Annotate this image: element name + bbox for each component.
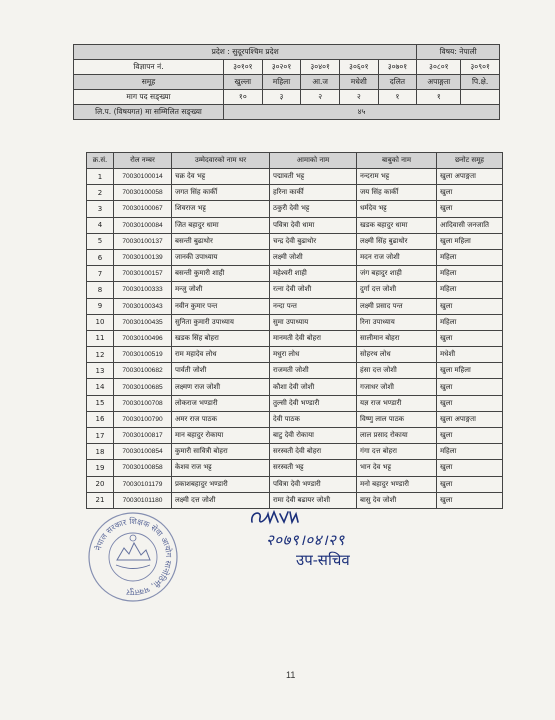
father-name-cell: जय सिंह कार्की (357, 185, 437, 201)
group-cell: अपाङ्गता (417, 75, 461, 90)
father-name-cell: सोहरथ लोध (357, 347, 437, 363)
roll-number-cell: 70030100708 (114, 395, 172, 411)
table-row (87, 363, 503, 379)
serial-cell: 19 (87, 460, 114, 476)
candidate-name-cell: लोकराज भण्डारी (172, 395, 270, 411)
summary-table (73, 44, 500, 120)
serial-cell: 17 (87, 428, 114, 444)
ad-number-cell: ३०४०१ (301, 60, 340, 75)
serial-cell: 18 (87, 444, 114, 460)
ad-number-label: विज्ञापन नं. (74, 60, 224, 75)
roll-number-cell: 70030100157 (114, 266, 172, 282)
father-name-cell: जंग बहादुर शाही (357, 266, 437, 282)
table-row (87, 379, 503, 395)
selection-group-cell: महिला (437, 266, 503, 282)
mother-name-cell: सुमा उपाध्याय (270, 314, 357, 330)
demand-cell: १ (378, 90, 417, 105)
mother-name-cell: मानमती देवी बोहरा (270, 330, 357, 346)
father-name-cell: विष्णु लाल पाठक (357, 411, 437, 427)
selection-group-cell: महिला (437, 282, 503, 298)
table-row (87, 185, 503, 201)
ad-number-cell: ३०१०१ (224, 60, 263, 75)
col-header-candidate-name: उम्मेदवारको नाम थर (172, 153, 270, 169)
serial-cell: 2 (87, 185, 114, 201)
col-header-father-name: बाबुको नाम (357, 153, 437, 169)
total-row (74, 105, 500, 120)
candidate-name-cell: लक्ष्मण राज जोशी (172, 379, 270, 395)
mother-name-cell: मधुरा लोध (270, 347, 357, 363)
signature-scribble-icon (248, 506, 308, 532)
table-row (87, 282, 503, 298)
ad-number-cell: ३०२०१ (262, 60, 301, 75)
table-row (87, 411, 503, 427)
father-name-cell: भान देव भट्ट (357, 460, 437, 476)
table-row (87, 249, 503, 265)
candidate-table-body (87, 169, 503, 509)
candidate-name-cell: चक्र देव भट्ट (172, 169, 270, 185)
table-row (87, 395, 503, 411)
serial-cell: 5 (87, 233, 114, 249)
signature-date: २०७९।०४।२९ (266, 531, 345, 549)
demand-cell (461, 90, 500, 105)
selection-group-cell: खुला अपाङ्गता (437, 411, 503, 427)
subject-label: विषय: नेपाली (417, 45, 500, 60)
ad-number-cell: ३०९०१ (461, 60, 500, 75)
roll-number-cell: 70030100496 (114, 330, 172, 346)
serial-cell: 9 (87, 298, 114, 314)
table-row (87, 314, 503, 330)
table-row (87, 428, 503, 444)
selection-group-cell: खुला महिला (437, 363, 503, 379)
roll-number-cell: 70030100014 (114, 169, 172, 185)
selection-group-cell: खुला (437, 298, 503, 314)
father-name-cell: लाल प्रसाद रोकाया (357, 428, 437, 444)
roll-number-cell: 70030100084 (114, 217, 172, 233)
father-name-cell: दुर्गा दत्त जोशी (357, 282, 437, 298)
father-name-cell: लक्ष्मी सिंह बुढाथोर (357, 233, 437, 249)
table-row (87, 201, 503, 217)
candidate-name-cell: लक्ष्मी दत्त जोशी (172, 492, 270, 508)
demand-cell: ३ (262, 90, 301, 105)
candidate-name-cell: राम महादेव लोध (172, 347, 270, 363)
serial-cell: 12 (87, 347, 114, 363)
candidate-name-cell: पार्वती जोशी (172, 363, 270, 379)
selection-group-cell: खुला महिला (437, 233, 503, 249)
roll-number-cell: 70030100685 (114, 379, 172, 395)
serial-cell: 13 (87, 363, 114, 379)
roll-number-cell: 70030100333 (114, 282, 172, 298)
mother-name-cell: पवित्रा देवी धामा (270, 217, 357, 233)
roll-number-cell: 70030100858 (114, 460, 172, 476)
group-cell: दलित (378, 75, 417, 90)
candidate-name-cell: नवीन कुमार पन्त (172, 298, 270, 314)
mother-name-cell: महेश्वरी शाही (270, 266, 357, 282)
table-row (87, 330, 503, 346)
serial-cell: 3 (87, 201, 114, 217)
candidate-name-cell: शिवराज भट्ट (172, 201, 270, 217)
candidate-name-cell: केशव राज भट्ट (172, 460, 270, 476)
seal-emblem-icon (86, 510, 180, 604)
demand-cell: २ (339, 90, 378, 105)
roll-number-cell: 70030100519 (114, 347, 172, 363)
demand-cell: १ (417, 90, 461, 105)
table-row (87, 298, 503, 314)
mother-name-cell: देवी पाठक (270, 411, 357, 427)
father-name-cell: लक्ष्मी प्रसाद पन्त (357, 298, 437, 314)
demand-cell: १० (224, 90, 263, 105)
group-cell: पि.क्षे. (461, 75, 500, 90)
father-name-cell: मदन राज जोशी (357, 249, 437, 265)
father-name-cell: रिना उपाध्याय (357, 314, 437, 330)
candidate-table-header (87, 153, 503, 169)
father-name-cell: मनो बहादुर भण्डारी (357, 476, 437, 492)
roll-number-cell: 70030100058 (114, 185, 172, 201)
candidate-name-cell: कुमारी सावित्री बोहरा (172, 444, 270, 460)
selection-group-cell: खुला (437, 395, 503, 411)
ad-number-cell: ३०७०१ (378, 60, 417, 75)
serial-cell: 14 (87, 379, 114, 395)
table-row (87, 217, 503, 233)
svg-text:नेपाल सरकार शिक्षक सेवा आयोग स (93, 516, 174, 597)
father-name-cell: यज्ञ राज भण्डारी (357, 395, 437, 411)
mother-name-cell: पद्मावती भट्ट (270, 169, 357, 185)
province-label: प्रदेश : सुदूरपश्चिम प्रदेश (74, 45, 417, 60)
selection-group-cell: खुला (437, 428, 503, 444)
candidate-name-cell: बसन्ती बुढाथोर (172, 233, 270, 249)
signature-block (248, 506, 408, 576)
selection-group-cell: मधेशी (437, 347, 503, 363)
serial-cell: 15 (87, 395, 114, 411)
total-value: ४५ (224, 105, 500, 120)
roll-number-cell: 70030100137 (114, 233, 172, 249)
mother-name-cell: बाटु देवी रोकाया (270, 428, 357, 444)
signature-title: उप-सचिव (296, 551, 350, 569)
ad-number-cell: ३०८०१ (417, 60, 461, 75)
roll-number-cell: 70030100139 (114, 249, 172, 265)
roll-number-cell: 70030100854 (114, 444, 172, 460)
father-name-cell: खडक बहादुर धामा (357, 217, 437, 233)
summary-header-row (74, 45, 500, 60)
group-cell: आ.ज (301, 75, 340, 90)
father-name-cell: धर्मदेव भट्ट (357, 201, 437, 217)
candidate-name-cell: खडक सिंह बोहरा (172, 330, 270, 346)
col-header-mother-name: आमाको नाम (270, 153, 357, 169)
demand-cell: २ (301, 90, 340, 105)
selection-group-cell: महिला (437, 444, 503, 460)
col-header-roll: रोल नम्बर (114, 153, 172, 169)
selection-group-cell: खुला (437, 185, 503, 201)
selection-group-cell: आदिवासी जनजाति (437, 217, 503, 233)
ad-number-cell: ३०६०१ (339, 60, 378, 75)
father-name-cell: नन्दराम भट्ट (357, 169, 437, 185)
serial-cell: 21 (87, 492, 114, 508)
roll-number-cell: 70030101180 (114, 492, 172, 508)
mother-name-cell: पवित्रा देवी भण्डारी (270, 476, 357, 492)
group-cell: महिला (262, 75, 301, 90)
father-name-cell: सालीमान बोहरा (357, 330, 437, 346)
serial-cell: 1 (87, 169, 114, 185)
selection-group-cell: खुला (437, 201, 503, 217)
table-row (87, 444, 503, 460)
demand-row (74, 90, 500, 105)
serial-cell: 16 (87, 411, 114, 427)
total-label: लि.प. (विषयगत) मा सम्मिलित सङ्ख्या (74, 105, 224, 120)
candidate-name-cell: जानकी उपाध्याय (172, 249, 270, 265)
mother-name-cell: हरिना कार्की (270, 185, 357, 201)
table-row (87, 347, 503, 363)
serial-cell: 10 (87, 314, 114, 330)
selection-group-cell: महिला (437, 314, 503, 330)
table-row (87, 266, 503, 282)
group-label: समूह (74, 75, 224, 90)
roll-number-cell: 70030100682 (114, 363, 172, 379)
selection-group-cell: महिला (437, 249, 503, 265)
roll-number-cell: 70030100817 (114, 428, 172, 444)
table-row (87, 233, 503, 249)
mother-name-cell: लक्ष्मी जोशी (270, 249, 357, 265)
mother-name-cell: ठकुरी देवी भट्ट (270, 201, 357, 217)
mother-name-cell: तुल्सी देवी भण्डारी (270, 395, 357, 411)
mother-name-cell: सरस्वती भट्ट (270, 460, 357, 476)
selection-group-cell: खुला (437, 476, 503, 492)
selection-group-cell: खुला (437, 330, 503, 346)
father-name-cell: बासु देव जोशी (357, 492, 437, 508)
group-cell: मधेशी (339, 75, 378, 90)
candidate-name-cell: जगत सिंह कार्की (172, 185, 270, 201)
col-header-selection-group: छनोट समूह (437, 153, 503, 169)
candidate-name-cell: अमर राज पाठक (172, 411, 270, 427)
roll-number-cell: 70030100790 (114, 411, 172, 427)
mother-name-cell: सरस्वती देवी बोहरा (270, 444, 357, 460)
ad-number-row (74, 60, 500, 75)
table-row (87, 476, 503, 492)
seal-text: नेपाल सरकार शिक्षक सेवा आयोग सानोठिमी, भक्तपुर (93, 516, 174, 598)
selection-group-cell: खुला (437, 379, 503, 395)
mother-name-cell: राजमती जोशी (270, 363, 357, 379)
mother-name-cell: रत्ना देवी जोशी (270, 282, 357, 298)
serial-cell: 7 (87, 266, 114, 282)
roll-number-cell: 70030101179 (114, 476, 172, 492)
table-row (87, 460, 503, 476)
mother-name-cell: नन्दा पन्त (270, 298, 357, 314)
group-row (74, 75, 500, 90)
serial-cell: 6 (87, 249, 114, 265)
table-row (87, 169, 503, 185)
candidate-name-cell: जित बहादुर धामा (172, 217, 270, 233)
selection-group-cell: खुला (437, 492, 503, 508)
candidate-name-cell: प्रकाशबहादुर भण्डारी (172, 476, 270, 492)
roll-number-cell: 70030100067 (114, 201, 172, 217)
candidate-name-cell: मन्जु जोशी (172, 282, 270, 298)
serial-cell: 20 (87, 476, 114, 492)
candidate-name-cell: बसन्ती कुमारी शाही (172, 266, 270, 282)
father-name-cell: गजाधर जोशी (357, 379, 437, 395)
candidate-table (86, 152, 503, 509)
candidate-name-cell: सुनिता कुमारी उपाध्याय (172, 314, 270, 330)
selection-group-cell: खुला (437, 460, 503, 476)
group-cell: खुल्ला (224, 75, 263, 90)
demand-label: माग पद सङ्ख्या (74, 90, 224, 105)
father-name-cell: हंसा दत्त जोशी (357, 363, 437, 379)
mother-name-cell: रामा देवी बढायर जोशी (270, 492, 357, 508)
serial-cell: 8 (87, 282, 114, 298)
mother-name-cell: चन्द्र देवी बुढाथोर (270, 233, 357, 249)
page-number: 11 (286, 670, 296, 680)
selection-group-cell: खुला अपाङ्गता (437, 169, 503, 185)
mother-name-cell: कौशा देवी जोशी (270, 379, 357, 395)
serial-cell: 11 (87, 330, 114, 346)
father-name-cell: गंगा दत्त बोहरा (357, 444, 437, 460)
col-header-serial: क्र.सं. (87, 153, 114, 169)
roll-number-cell: 70030100435 (114, 314, 172, 330)
roll-number-cell: 70030100343 (114, 298, 172, 314)
serial-cell: 4 (87, 217, 114, 233)
government-seal (86, 510, 180, 604)
candidate-name-cell: मान बहादुर रोकाया (172, 428, 270, 444)
